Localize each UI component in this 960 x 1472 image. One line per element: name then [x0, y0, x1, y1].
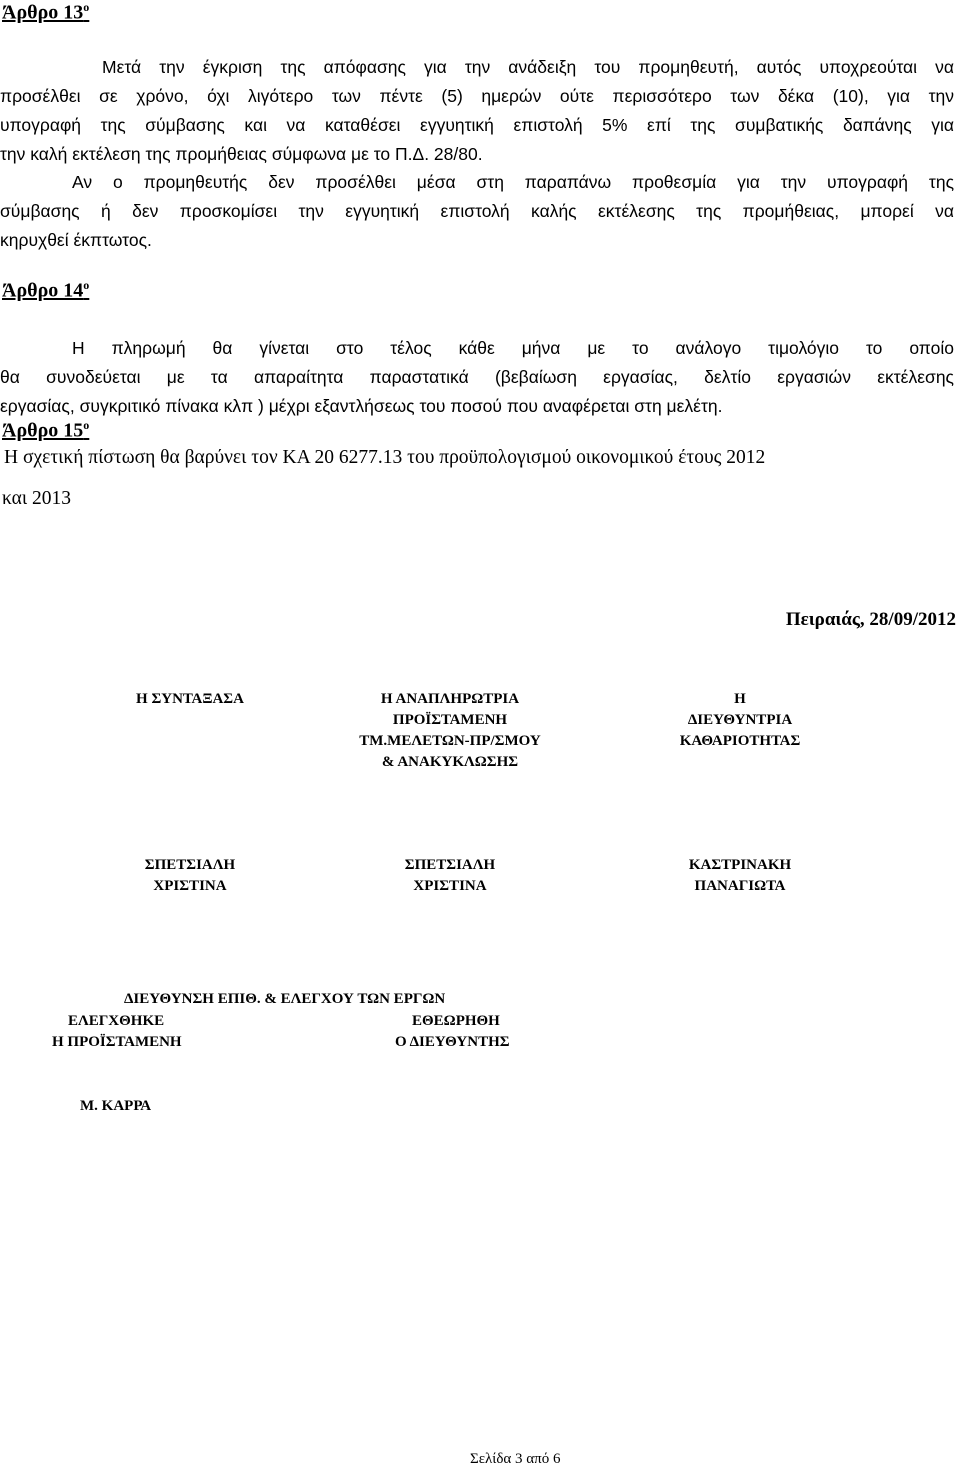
signatory-col2-title — [350, 689, 550, 773]
place-date: Πειραιάς, 28/09/2012 — [785, 609, 956, 630]
signatory-col2-firstname: ΧΡΙΣΤΙΝΑ — [413, 878, 487, 894]
signatory-col2-title-line-2: ΠΡΟΪΣΤΑΜΕΝΗ — [392, 712, 508, 728]
directorate-heading: ΔΙΕΥΘΥΝΣΗ ΕΠΙΘ. & ΕΛΕΓΧΟΥ ΤΩΝ ΕΡΓΩΝ — [124, 991, 446, 1007]
article-14-label: Άρθρο 14 — [2, 279, 84, 302]
approved-role: Ο ΔΙΕΥΘΥΝΤΗΣ — [395, 1034, 510, 1050]
signatory-col3-title — [640, 689, 840, 752]
signatory-col2-title-line-3: ΤΜ.ΜΕΛΕΤΩΝ-ΠΡ/ΣΜΟΥ — [359, 733, 541, 749]
article-14-sup: ο — [83, 278, 90, 292]
article-15-label: Άρθρο 15 — [2, 419, 84, 442]
article-14-line-1: Η πληρωμή θα γίνεται στο τέλος κάθε μήνα με το ανάλογο τιμολόγιο το οποίο — [72, 338, 954, 358]
signatory-col1-surname: ΣΠΕΤΣΙΑΛΗ — [144, 857, 236, 873]
article-13-p2-line-1: Αν ο προμηθευτής δεν προσέλθει μέσα στη παραπάνω προθεσμία για την υπογραφή της — [72, 172, 954, 192]
article-15-sup: ο — [83, 418, 90, 432]
checked-role: Η ΠΡΟΪΣΤΑΜΕΝΗ — [52, 1034, 182, 1050]
signatory-col1-title-line-1: Η ΣΥΝΤΑΞΑΣΑ — [136, 691, 244, 707]
article-13-p1-line-2: προσέλθει σε χρόνο, όχι λιγότερο των πέντε (5) ημερών ούτε περισσότερο των δέκα (10), για την — [0, 86, 954, 106]
signatory-col3-title-line-1: Η — [734, 691, 746, 707]
article-13-label: Άρθρο 13 — [2, 1, 84, 24]
signatory-col2-surname: ΣΠΕΤΣΙΑΛΗ — [404, 857, 496, 873]
signatory-col3-title-line-2: ΔΙΕΥΘΥΝΤΡΙΑ — [687, 712, 793, 728]
signatory-col3-surname: ΚΑΣΤΡΙΝΑΚΗ — [688, 857, 792, 873]
approved-label: ΕΘΕΩΡΗΘΗ — [412, 1013, 500, 1029]
article-14-heading — [2, 278, 89, 303]
signatory-col1-firstname: ΧΡΙΣΤΙΝΑ — [153, 878, 227, 894]
checker-name: Μ. ΚΑΡΡΑ — [80, 1098, 152, 1114]
article-13-p1-line-4: την καλή εκτέλεση της προμήθειας σύμφωνα με το Π.Δ. 28/80. — [0, 144, 483, 164]
article-13-p2-line-2: σύμβασης ή δεν προσκομίσει την εγγυητική επιστολή καλής εκτέλεσης της προμήθειας, μπορεί να — [0, 201, 954, 221]
signatory-col1-name — [100, 855, 280, 897]
signatory-col2-title-line-1: Η ΑΝΑΠΛΗΡΩΤΡΙΑ — [380, 691, 520, 707]
signatory-col3-name — [640, 855, 840, 897]
signatory-col3-firstname: ΠΑΝΑΓΙΩΤΑ — [694, 878, 786, 894]
signatory-col3-title-line-3: ΚΑΘΑΡΙΟΤΗΤΑΣ — [679, 733, 801, 749]
article-15-line-2: και 2013 — [2, 488, 71, 509]
signatory-col2-title-line-4: & ΑΝΑΚΥΚΛΩΣΗΣ — [381, 754, 519, 770]
article-15-line-1: Η σχετική πίστωση θα βαρύνει τον ΚΑ 20 6277.13 του προϋπολογισμού οικονομικού έτους 2012 — [4, 447, 766, 468]
article-13-p1-line-3: υπογραφή της σύμβασης και να καταθέσει εγγυητική επιστολή 5% επί της συμβατικής δαπάνης για — [0, 115, 954, 135]
signatory-col1-title — [100, 689, 280, 710]
checked-label: ΕΛΕΓΧΘΗΚΕ — [68, 1013, 165, 1029]
article-15-heading — [2, 418, 89, 443]
article-14-line-2: θα συνοδεύεται με τα απαραίτητα παραστατικά (βεβαίωση εργασίας, δελτίο εργασιών εκτέλεσης — [0, 367, 954, 387]
article-13-p2-line-3: κηρυχθεί έκπτωτος. — [0, 230, 152, 250]
signatory-col2-name — [350, 855, 550, 897]
article-13-heading — [2, 0, 89, 25]
page-footer: Σελίδα 3 από 6 — [470, 1451, 561, 1467]
article-14-line-3: εργασίας, συγκριτικό πίνακα κλπ ) μέχρι εξαντλήσεως του ποσού που αναφέρεται στη μελέτη. — [0, 396, 723, 416]
article-13-sup: ο — [83, 0, 90, 14]
article-13-p1-line-1: Μετά την έγκριση της απόφασης για την ανάδειξη του προμηθευτή, αυτός υποχρεούται να — [102, 57, 954, 77]
